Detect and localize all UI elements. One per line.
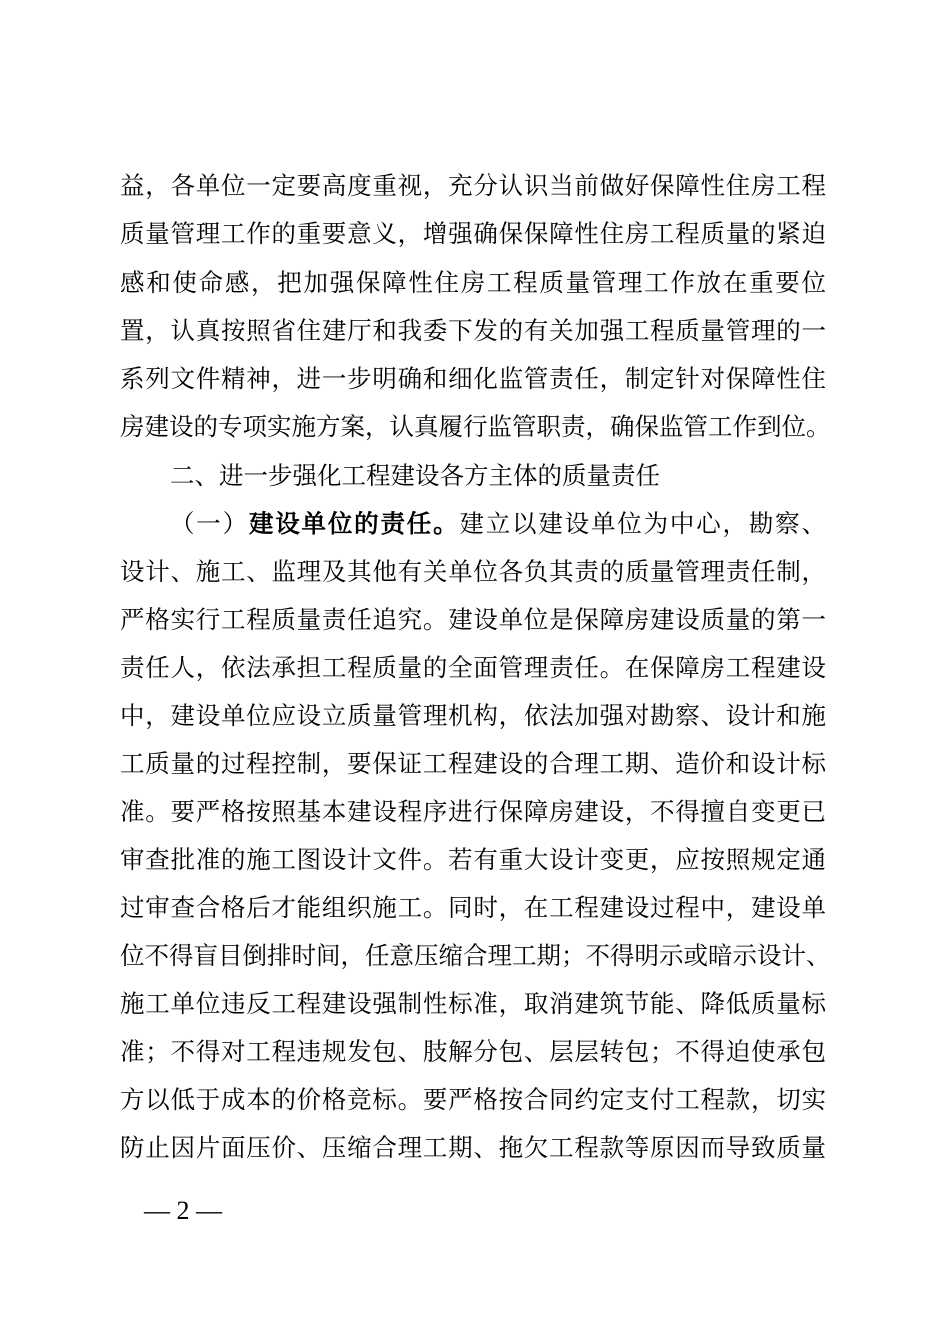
paragraph-line: 质量管理工作的重要意义，增强确保保障性住房工程质量的紧迫 — [120, 219, 826, 248]
paragraph-line: 设计、施工、监理及其他有关单位各负其责的质量管理责任制， — [120, 557, 826, 586]
paragraph-line: 责任人，依法承担工程质量的全面管理责任。在保障房工程建设 — [120, 653, 826, 682]
paragraph-line: 系列文件精神，进一步明确和细化监管责任，制定针对保障性住 — [120, 364, 826, 393]
paragraph-line: 防止因片面压价、压缩合理工期、拖欠工程款等原因而导致质量 — [120, 1133, 826, 1162]
paragraph-line: 工质量的过程控制，要保证工程建设的合理工期、造价和设计标 — [120, 749, 826, 778]
subsection-prefix: （一） — [170, 509, 249, 538]
page-number: — 2 — — [144, 1196, 222, 1225]
paragraph-line: 严格实行工程质量责任追究。建设单位是保障房建设质量的第一 — [120, 605, 826, 634]
paragraph-line: 审查批准的施工图设计文件。若有重大设计变更，应按照规定通 — [120, 845, 826, 874]
section-heading: 二、进一步强化工程建设各方主体的质量责任 — [170, 461, 660, 490]
paragraph-line: 准。要严格按照基本建设程序进行保障房建设，不得擅自变更已 — [120, 797, 826, 826]
paragraph-line: 置，认真按照省住建厅和我委下发的有关加强工程质量管理的一 — [120, 316, 826, 345]
paragraph-line: 益，各单位一定要高度重视，充分认识当前做好保障性住房工程 — [120, 171, 826, 200]
paragraph-line: 过审查合格后才能组织施工。同时，在工程建设过程中，建设单 — [120, 893, 826, 922]
paragraph-line: 方以低于成本的价格竞标。要严格按合同约定支付工程款，切实 — [120, 1085, 826, 1114]
subsection-text: 建立以建设单位为中心，勘察、 — [459, 509, 826, 538]
subsection-first-line — [170, 506, 826, 542]
subsection-title: 建设单位的责任。 — [248, 509, 460, 538]
paragraph-line: 位不得盲目倒排时间，任意压缩合理工期；不得明示或暗示设计、 — [120, 941, 831, 970]
paragraph-line: 房建设的专项实施方案，认真履行监管职责，确保监管工作到位。 — [120, 412, 831, 441]
paragraph-line: 中，建设单位应设立质量管理机构，依法加强对勘察、设计和施 — [120, 701, 826, 730]
paragraph-line: 施工单位违反工程建设强制性标准，取消建筑节能、降低质量标 — [120, 989, 826, 1018]
paragraph-line: 感和使命感，把加强保障性住房工程质量管理工作放在重要位 — [120, 268, 826, 297]
paragraph-line: 准；不得对工程违规发包、肢解分包、层层转包；不得迫使承包 — [120, 1037, 826, 1066]
